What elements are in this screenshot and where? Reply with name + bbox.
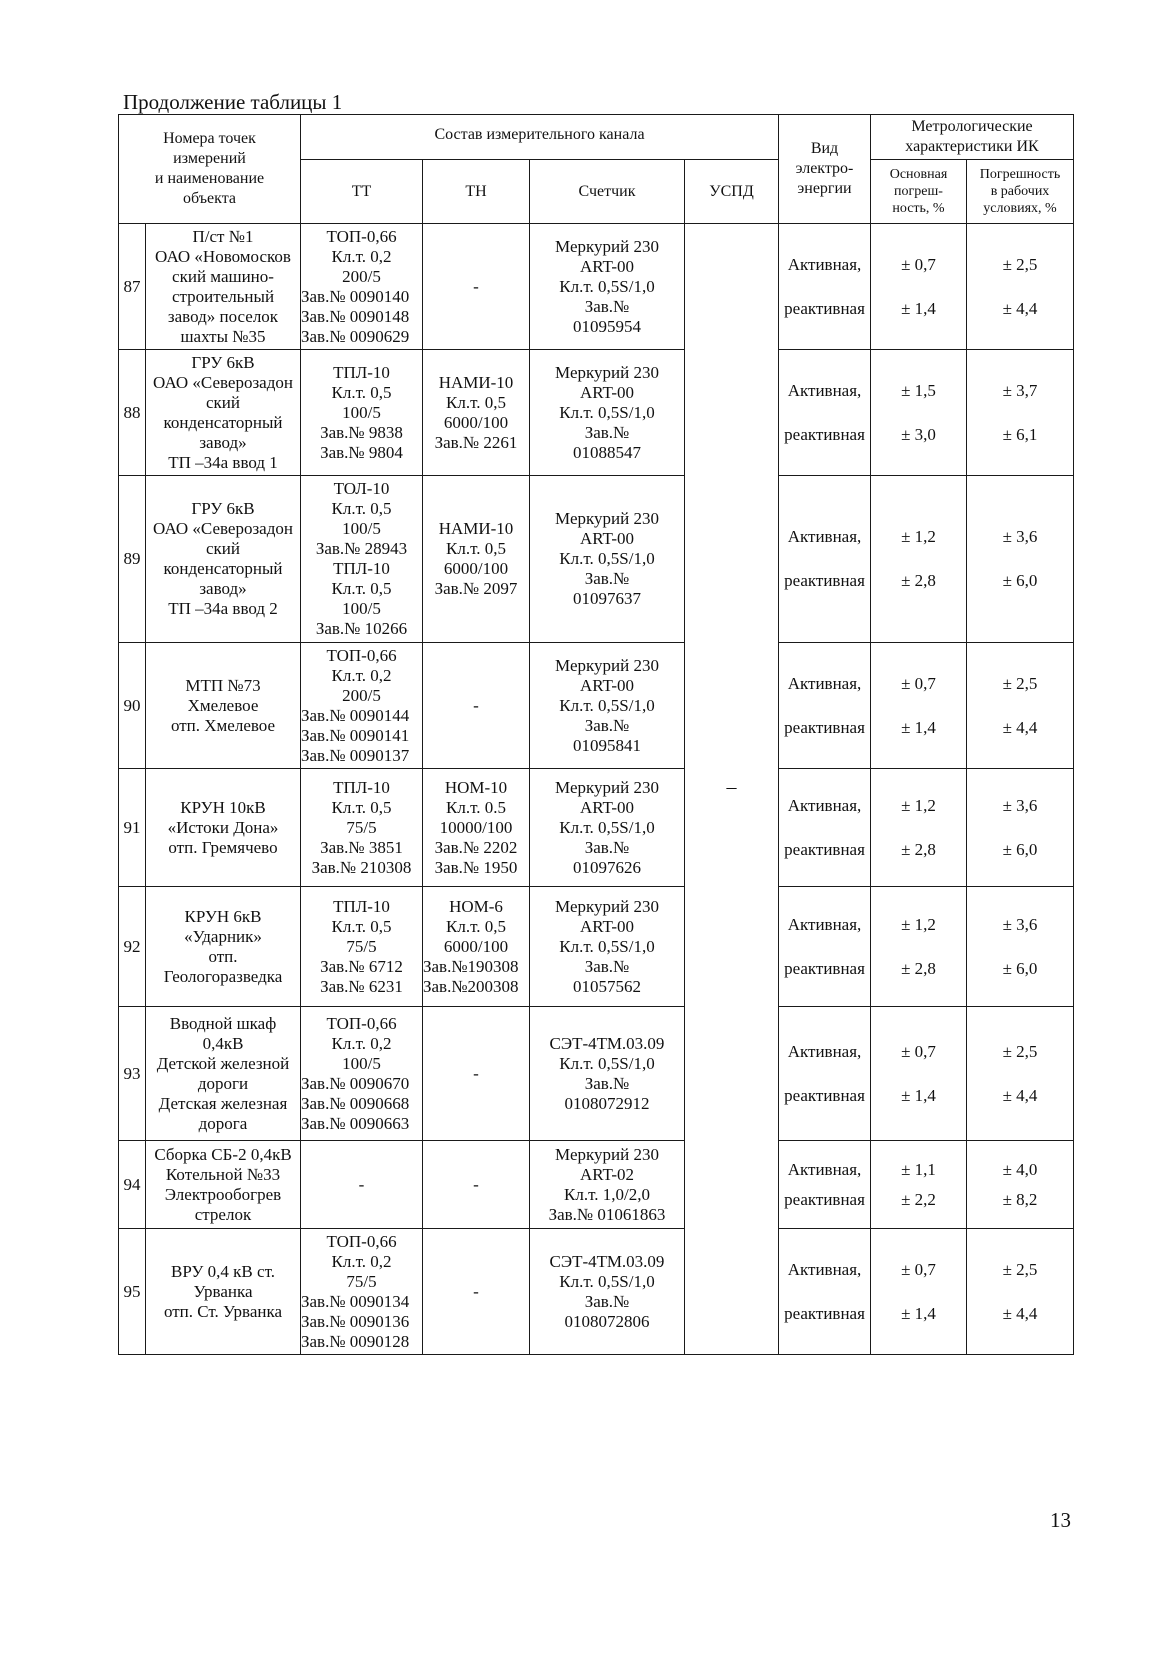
work-error-cell: ± 2,5 ± 4,4 [967,1007,1074,1141]
measurement-points-table [118,114,1074,1355]
tt-cell: ТОЛ-10 Кл.т. 0,5 100/5 Зав.№ 28943 ТПЛ-10 Кл.т. 0,5 100/5 Зав.№ 10266 [301,476,423,643]
energy-cell: Активная, реактивная [779,350,871,476]
row-number: 91 [119,769,146,887]
tn-cell: - [423,224,530,350]
work-error-cell: ± 3,6 ± 6,0 [967,476,1074,643]
tt-cell: ТОП-0,66 Кл.т. 0,2 75/5 Зав.№ 0090134 Зав.№ 0090136 Зав.№ 0090128 [301,1229,423,1355]
energy-cell: Активная, реактивная [779,1007,871,1141]
object-cell: ГРУ 6кВ ОАО «Северозадон ский конденсаторный завод» ТП –34а ввод 1 [146,350,301,476]
table-row [119,1141,1074,1229]
header-uspd: УСПД [685,160,779,224]
row-number: 88 [119,350,146,476]
basic-error-cell: ± 0,7 ± 1,4 [871,1229,967,1355]
header-energy-type: Вид электро- энергии [779,115,871,224]
object-cell: ВРУ 0,4 кВ ст. Урванка отп. Ст. Урванка [146,1229,301,1355]
row-number: 95 [119,1229,146,1355]
table-row [119,1229,1074,1355]
tn-cell: - [423,1229,530,1355]
header-points: Номера точек измерений и наименование объекта [119,115,301,224]
row-number: 94 [119,1141,146,1229]
basic-error-cell: ± 1,2 ± 2,8 [871,476,967,643]
table-row [119,769,1074,887]
work-error-cell: ± 2,5 ± 4,4 [967,1229,1074,1355]
row-number: 93 [119,1007,146,1141]
meter-cell: Меркурий 230 ART-00 Кл.т. 0,5S/1,0 Зав.№ 01097626 [530,769,685,887]
energy-cell: Активная, реактивная [779,1229,871,1355]
table-caption: Продолжение таблицы 1 [123,90,343,114]
work-error-cell: ± 3,7 ± 6,1 [967,350,1074,476]
energy-cell: Активная, реактивная [779,476,871,643]
object-cell: ГРУ 6кВ ОАО «Северозадон ский конденсаторный завод» ТП –34а ввод 2 [146,476,301,643]
tn-cell: - [423,643,530,769]
tn-cell: НАМИ-10 Кл.т. 0,5 6000/100 Зав.№ 2261 [423,350,530,476]
object-cell: КРУН 10кВ «Истоки Дона» отп. Гремячево [146,769,301,887]
table-row [119,643,1074,769]
tt-cell: - [301,1141,423,1229]
meter-cell: Меркурий 230 ART-00 Кл.т. 0,5S/1,0 Зав.№ 01097637 [530,476,685,643]
tt-cell: ТОП-0,66 Кл.т. 0,2 200/5 Зав.№ 0090144 Зав.№ 0090141 Зав.№ 0090137 [301,643,423,769]
object-cell: МТП №73 Хмелевое отп. Хмелевое [146,643,301,769]
tn-cell: НАМИ-10 Кл.т. 0,5 6000/100 Зав.№ 2097 [423,476,530,643]
row-number: 89 [119,476,146,643]
tn-cell: - [423,1141,530,1229]
work-error-cell: ± 3,6 ± 6,0 [967,887,1074,1007]
header-work-error: Погрешность в рабочих условиях, % [967,160,1074,224]
header-tt: ТТ [301,160,423,224]
energy-cell: Активная, реактивная [779,887,871,1007]
basic-error-cell: ± 1,1 ± 2,2 [871,1141,967,1229]
tt-cell: ТПЛ-10 Кл.т. 0,5 75/5 Зав.№ 3851 Зав.№ 210308 [301,769,423,887]
energy-cell: Активная, реактивная [779,643,871,769]
work-error-cell: ± 2,5 ± 4,4 [967,224,1074,350]
object-cell: Сборка СБ-2 0,4кВ Котельной №33 Электрообогрев стрелок [146,1141,301,1229]
table-row [119,476,1074,643]
header-metrology: Метрологические характеристики ИК [871,115,1074,160]
basic-error-cell: ± 0,7 ± 1,4 [871,643,967,769]
header-channel: Состав измерительного канала [301,115,779,160]
meter-cell: Меркурий 230 ART-02 Кл.т. 1,0/2,0 Зав.№ 01061863 [530,1141,685,1229]
energy-cell: Активная, реактивная [779,1141,871,1229]
table-row [119,887,1074,1007]
basic-error-cell: ± 0,7 ± 1,4 [871,1007,967,1141]
energy-cell: Активная, реактивная [779,224,871,350]
work-error-cell: ± 2,5 ± 4,4 [967,643,1074,769]
basic-error-cell: ± 0,7 ± 1,4 [871,224,967,350]
meter-cell: СЭТ-4ТМ.03.09 Кл.т. 0,5S/1,0 Зав.№ 0108072806 [530,1229,685,1355]
work-error-cell: ± 4,0 ± 8,2 [967,1141,1074,1229]
object-cell: Вводной шкаф 0,4кВ Детской железной дороги Детская железная дорога [146,1007,301,1141]
row-number: 87 [119,224,146,350]
header-basic-error: Основная погреш- ность, % [871,160,967,224]
meter-cell: Меркурий 230 ART-00 Кл.т. 0,5S/1,0 Зав.№ 01095841 [530,643,685,769]
tt-cell: ТОП-0,66 Кл.т. 0,2 100/5 Зав.№ 0090670 Зав.№ 0090668 Зав.№ 0090663 [301,1007,423,1141]
page-number: 13 [1050,1508,1071,1532]
meter-cell: Меркурий 230 ART-00 Кл.т. 0,5S/1,0 Зав.№ 01088547 [530,350,685,476]
table-row [119,224,1074,350]
row-number: 92 [119,887,146,1007]
table-row [119,1007,1074,1141]
basic-error-cell: ± 1,2 ± 2,8 [871,769,967,887]
basic-error-cell: ± 1,2 ± 2,8 [871,887,967,1007]
uspd-cell: – [685,224,779,1355]
tn-cell: НОМ-6 Кл.т. 0,5 6000/100 Зав.№190308 Зав.№200308 [423,887,530,1007]
object-cell: КРУН 6кВ «Ударник» отп. Геологоразведка [146,887,301,1007]
meter-cell: Меркурий 230 ART-00 Кл.т. 0,5S/1,0 Зав.№ 01057562 [530,887,685,1007]
tn-cell: - [423,1007,530,1141]
tt-cell: ТПЛ-10 Кл.т. 0,5 75/5 Зав.№ 6712 Зав.№ 6231 [301,887,423,1007]
table-body [119,224,1074,1355]
meter-cell: СЭТ-4ТМ.03.09 Кл.т. 0,5S/1,0 Зав.№ 0108072912 [530,1007,685,1141]
meter-cell: Меркурий 230 ART-00 Кл.т. 0,5S/1,0 Зав.№ 01095954 [530,224,685,350]
object-cell: П/ст №1 ОАО «Новомосков ский машино- строительный завод» поселок шахты №35 [146,224,301,350]
table-row [119,350,1074,476]
work-error-cell: ± 3,6 ± 6,0 [967,769,1074,887]
energy-cell: Активная, реактивная [779,769,871,887]
tt-cell: ТПЛ-10 Кл.т. 0,5 100/5 Зав.№ 9838 Зав.№ 9804 [301,350,423,476]
basic-error-cell: ± 1,5 ± 3,0 [871,350,967,476]
tn-cell: НОМ-10 Кл.т. 0.5 10000/100 Зав.№ 2202 Зав.№ 1950 [423,769,530,887]
row-number: 90 [119,643,146,769]
header-meter: Счетчик [530,160,685,224]
tt-cell: ТОП-0,66 Кл.т. 0,2 200/5 Зав.№ 0090140 Зав.№ 0090148 Зав.№ 0090629 [301,224,423,350]
header-tn: ТН [423,160,530,224]
